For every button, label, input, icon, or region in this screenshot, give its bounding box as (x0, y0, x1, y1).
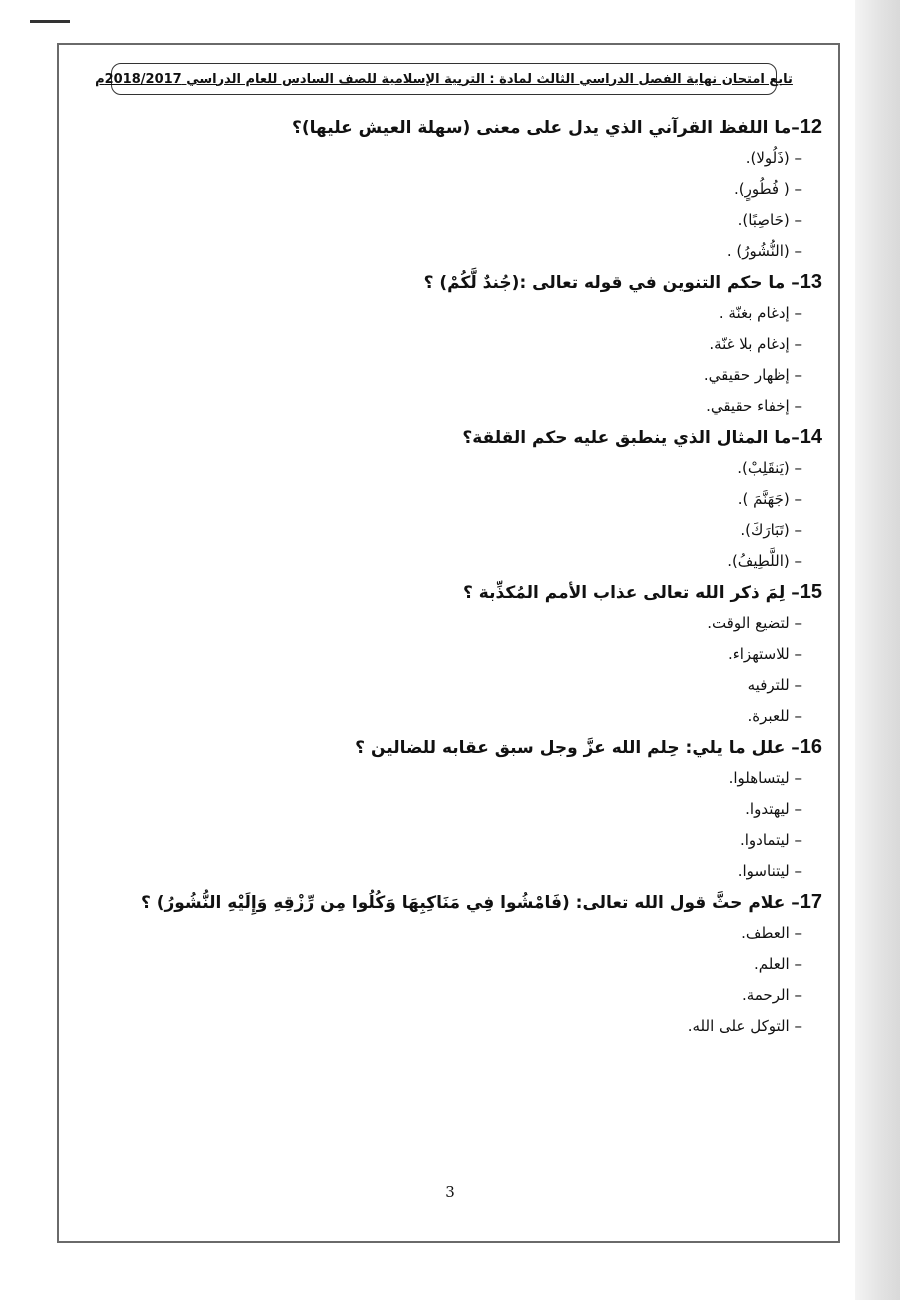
question-text: – ما حكم التنوين في قوله تعالى :(جُندٌ لَّكُمْ) ؟ (423, 273, 800, 293)
question-line (122, 577, 822, 608)
question-text: –ما المثال الذي ينطبق عليه حكم القلقة؟ (462, 428, 800, 448)
answer-option: – (النُّشُورُ) . (726, 242, 802, 260)
question-number: 13 (799, 271, 822, 293)
question-15 (122, 577, 822, 732)
answer-option: – التوكل على الله. (687, 1017, 802, 1035)
question-number: 16 (799, 736, 822, 758)
answer-option: – (ذَلُولا). (745, 149, 802, 167)
question-14 (122, 422, 822, 577)
page-number: 3 (445, 1183, 455, 1201)
answer-option: – ليهتدوا. (745, 800, 802, 818)
answer-option: – (يَنقَلِبْ). (737, 459, 802, 477)
answer-option: – (تَبَارَكَ). (740, 521, 802, 539)
exam-header (95, 63, 793, 95)
question-16 (122, 732, 822, 887)
question-text: – علام حثَّ قول الله تعالى: (فَامْشُوا فِي مَنَاكِبِهَا وَكُلُوا مِن رِّزْقِهِ وَإِلَيْهِ النُّشُورُ) ؟ (140, 893, 800, 913)
answer-option: – إدغام بغنّة . (718, 304, 802, 322)
question-number: 14 (799, 426, 822, 448)
answer-option: – إدغام بلا غنّة. (709, 335, 802, 353)
scan-corner-mark (30, 20, 70, 23)
answer-option: – العطف. (741, 924, 802, 942)
question-13 (122, 267, 822, 422)
exam-header-title: تابع امتحان نهاية الفصل الدراسي الثالث لمادة : التربية الإسلامية للصف السادس للعام الدراسي 2018/2017م (95, 71, 793, 87)
question-line (122, 112, 822, 143)
answer-option: – ( فُطُورٍ). (734, 180, 802, 198)
question-text: – لِمَ ذكر الله تعالى عذاب الأمم المُكذِّبة ؟ (463, 583, 800, 603)
answer-option: – للعبرة. (747, 707, 802, 725)
answer-option: – (جَهَنَّمَ ). (737, 490, 802, 508)
answer-option: – للاستهزاء. (727, 645, 802, 663)
question-line (122, 732, 822, 763)
question-text: – علل ما يلي: حِلم الله عزَّ وجل سبق عقابه للضالين ؟ (355, 738, 800, 758)
question-line (122, 887, 822, 918)
answer-option: – (اللَّطِيفُ). (727, 552, 802, 570)
question-17 (122, 887, 822, 1042)
answer-option: – إظهار حقيقي. (703, 366, 802, 384)
answer-option: – إخفاء حقيقي. (706, 397, 802, 415)
scan-edge-shadow (855, 0, 900, 1300)
answer-option: – ليتناسوا. (737, 862, 802, 880)
questions-container (122, 112, 822, 1042)
answer-option: – ليتساهلوا. (728, 769, 802, 787)
answer-option: – ليتمادوا. (740, 831, 802, 849)
question-12 (122, 112, 822, 267)
question-text: –ما اللفظ القرآني الذي يدل على معنى (سهلة العيش عليها)؟ (292, 118, 800, 138)
answer-option: – لتضيع الوقت. (707, 614, 802, 632)
answer-option: – العلم. (754, 955, 802, 973)
answer-option: – للترفيه (747, 676, 802, 694)
question-number: 12 (799, 116, 822, 138)
question-line (122, 267, 822, 298)
question-line (122, 422, 822, 453)
answer-option: – الرحمة. (741, 986, 802, 1004)
question-number: 15 (799, 581, 822, 603)
answer-option: – (حَاصِبًا). (737, 211, 802, 229)
question-number: 17 (799, 891, 822, 913)
